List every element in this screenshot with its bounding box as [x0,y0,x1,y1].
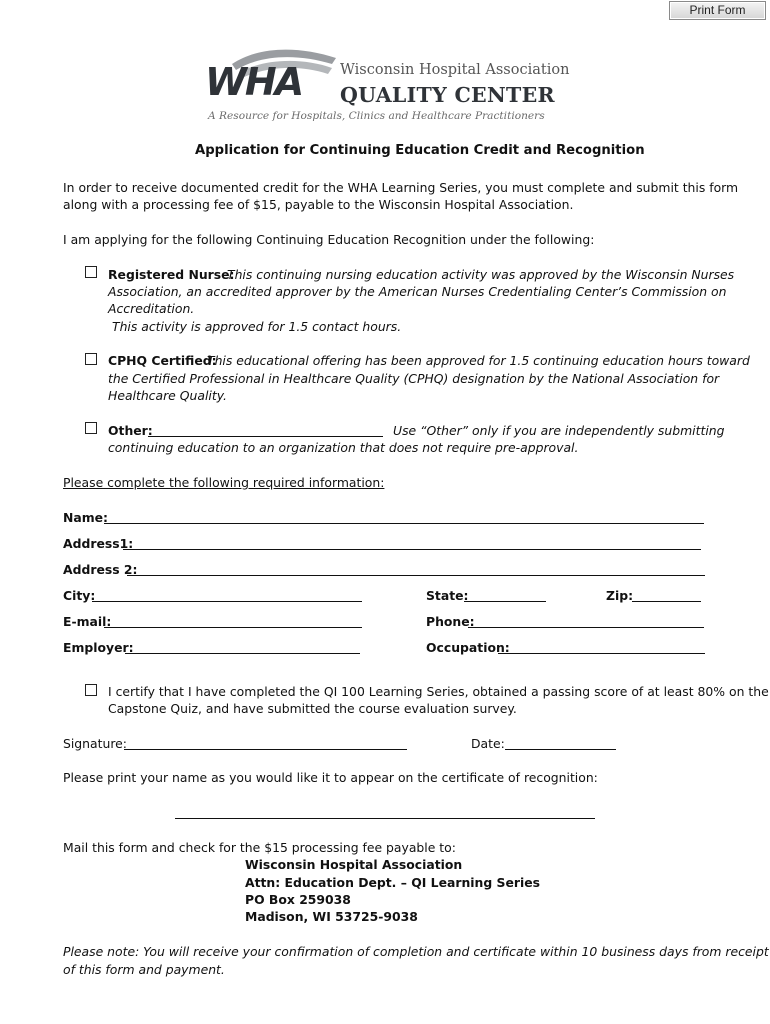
mail-intro: Mail this form and check for the $15 processing fee payable to: [63,840,456,855]
page-title: Application for Continuing Education Credit and Recognition [195,143,645,158]
address1-field[interactable] [123,549,701,550]
note-line-2: of this form and payment. [63,962,225,977]
mail-address-line-2: Attn: Education Dept. – QI Learning Series [245,875,540,890]
address2-label: Address 2: [63,562,138,577]
mail-address-line-1: Wisconsin Hospital Association [245,857,463,872]
note-line-1: Please note: You will receive your confirmation of completion and certificate within 10 business days from receipt [63,944,769,959]
signature-label: Signature: [63,736,127,751]
city-field[interactable] [92,601,362,602]
rn-description-line-4: This activity is approved for 1.5 contact hours. [112,319,402,334]
address1-label: Address1: [63,536,134,551]
wha-wordmark: WHA [205,60,303,104]
email-field[interactable] [104,627,362,628]
state-label: State: [426,588,469,603]
employer-label: Employer: [63,640,134,655]
name-label: Name: [63,510,109,525]
other-description-line-2: continuing education to an organization that does not require pre-approval. [108,440,579,455]
cphq-label: CPHQ Certified: [108,353,217,368]
rn-description-line-3: Accreditation. [108,301,195,316]
city-label: City: [63,588,96,603]
logo-org-name: Wisconsin Hospital Association [340,62,570,78]
phone-field[interactable] [468,627,704,628]
occupation-label: Occupation: [426,640,510,655]
certify-line-1: I certify that I have completed the QI 100 Learning Series, obtained a passing score of at least 80% on the [108,684,769,699]
email-label: E-mail: [63,614,112,629]
date-label: Date: [471,736,505,751]
intro-line-2: along with a processing fee of $15, payable to the Wisconsin Hospital Association. [63,197,574,212]
other-checkbox[interactable] [85,422,97,434]
employer-field[interactable] [125,653,360,654]
name-field[interactable] [104,523,704,524]
print-name-instruction: Please print your name as you would like it to appear on the certificate of recognition: [63,770,598,785]
registered-nurse-label: Registered Nurse: [108,267,235,282]
date-field[interactable] [505,749,616,750]
other-description-line-1: Use “Other” only if you are independently submitting [393,423,725,438]
logo-quality-center: QUALITY CENTER [340,83,555,107]
occupation-field[interactable] [498,653,705,654]
required-info-heading: Please complete the following required information: [63,475,385,490]
mail-address-line-4: Madison, WI 53725-9038 [245,909,418,924]
phone-label: Phone: [426,614,475,629]
certify-line-2: Capstone Quiz, and have submitted the course evaluation survey. [108,701,517,716]
rn-description-line-1: This continuing nursing education activity was approved by the Wisconsin Nurses [227,267,735,282]
mail-address-line-3: PO Box 259038 [245,892,351,907]
rn-description-line-2: Association, an accredited approver by the American Nurses Credentialing Center’s Commission on [108,284,727,299]
zip-field[interactable] [632,601,701,602]
zip-label: Zip: [606,588,634,603]
logo-tagline: A Resource for Hospitals, Clinics and Healthcare Practitioners [208,110,545,122]
certify-checkbox[interactable] [85,684,97,696]
registered-nurse-checkbox[interactable] [85,266,97,278]
cphq-description-line-2: the Certified Professional in Healthcare Quality (CPHQ) designation by the National Association for [108,371,720,386]
print-form-button[interactable]: Print Form [669,1,766,20]
cphq-checkbox[interactable] [85,353,97,365]
address2-field[interactable] [127,575,705,576]
other-label: Other: [108,423,153,438]
printed-name-field[interactable] [175,818,595,819]
state-field[interactable] [464,601,546,602]
cphq-description-line-3: Healthcare Quality. [108,388,227,403]
signature-field[interactable] [124,749,407,750]
applying-line: I am applying for the following Continuing Education Recognition under the following: [63,232,595,247]
intro-line-1: In order to receive documented credit for the WHA Learning Series, you must complete and submit this form [63,180,739,195]
cphq-description-line-1: This educational offering has been approved for 1.5 continuing education hours toward [207,353,750,368]
other-input-line[interactable] [148,436,383,437]
